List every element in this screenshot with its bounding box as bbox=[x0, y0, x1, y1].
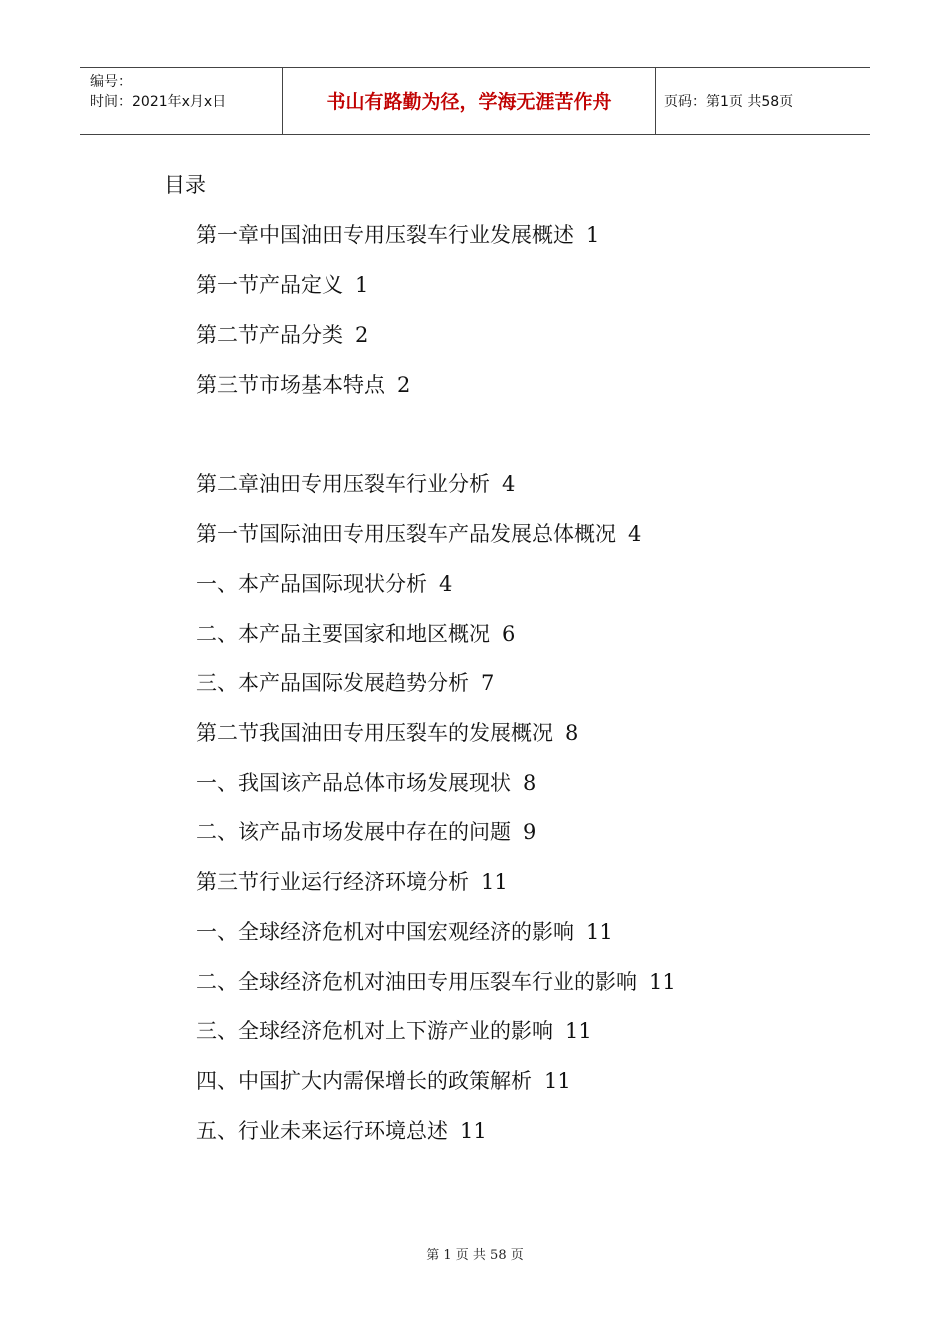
toc-entry[interactable] bbox=[196, 967, 676, 997]
toc-entry-page: 11 bbox=[481, 870, 508, 894]
page-header bbox=[80, 67, 870, 135]
toc-entry[interactable] bbox=[196, 1016, 592, 1046]
toc-entry-page: 2 bbox=[355, 323, 369, 347]
toc-entry[interactable] bbox=[196, 1116, 487, 1146]
toc-entry-page: 4 bbox=[439, 572, 453, 596]
toc-entry[interactable] bbox=[196, 817, 536, 847]
toc-entry-text: 第二章油田专用压裂车行业分析 bbox=[196, 472, 490, 496]
toc-entry[interactable] bbox=[196, 469, 515, 499]
toc-entry-text: 第二节产品分类 bbox=[196, 323, 343, 347]
toc-title: 目录 bbox=[164, 173, 206, 197]
toc-entry-page: 7 bbox=[481, 671, 495, 695]
toc-entry-text: 五、行业未来运行环境总述 bbox=[196, 1119, 448, 1143]
toc-entry[interactable] bbox=[196, 917, 613, 947]
header-motto: 书山有路勤为径，学海无涯苦作舟 bbox=[326, 91, 612, 113]
toc-entry[interactable] bbox=[196, 270, 368, 300]
toc-entry-page: 11 bbox=[544, 1069, 571, 1093]
toc-entry-text: 二、全球经济危机对油田专用压裂车行业的影响 bbox=[196, 970, 637, 994]
toc-entry-text: 第一章中国油田专用压裂车行业发展概述 bbox=[196, 223, 574, 247]
toc-entry[interactable] bbox=[196, 668, 494, 698]
header-date-label: 时间：2021年x月x日 bbox=[90, 94, 227, 110]
toc-entry-page: 6 bbox=[502, 622, 516, 646]
toc-entry-text: 二、本产品主要国家和地区概况 bbox=[196, 622, 490, 646]
toc-entry-text: 三、本产品国际发展趋势分析 bbox=[196, 671, 469, 695]
toc-entry[interactable] bbox=[196, 1066, 571, 1096]
toc-entry[interactable] bbox=[196, 320, 368, 350]
toc-entry-text: 二、该产品市场发展中存在的问题 bbox=[196, 820, 511, 844]
toc-entry-text: 一、我国该产品总体市场发展现状 bbox=[196, 771, 511, 795]
toc-entry-text: 三、全球经济危机对上下游产业的影响 bbox=[196, 1019, 553, 1043]
toc-entry-text: 第一节产品定义 bbox=[196, 273, 343, 297]
toc-entry-text: 一、本产品国际现状分析 bbox=[196, 572, 427, 596]
toc-entry-page: 8 bbox=[565, 721, 579, 745]
toc-entry[interactable] bbox=[196, 220, 599, 250]
page-footer: 第 1 页 共 58 页 bbox=[426, 1248, 524, 1263]
toc-entry-text: 四、中国扩大内需保增长的政策解析 bbox=[196, 1069, 532, 1093]
toc-entry-text: 一、全球经济危机对中国宏观经济的影响 bbox=[196, 920, 574, 944]
toc-entry[interactable] bbox=[196, 370, 410, 400]
toc-entry-page: 9 bbox=[523, 820, 537, 844]
toc-entry-text: 第三节行业运行经济环境分析 bbox=[196, 870, 469, 894]
toc-entry[interactable] bbox=[196, 867, 508, 897]
toc-entry-page: 11 bbox=[565, 1019, 592, 1043]
toc-entry-text: 第一节国际油田专用压裂车产品发展总体概况 bbox=[196, 522, 616, 546]
toc-entry-text: 第三节市场基本特点 bbox=[196, 373, 385, 397]
toc-entry-text: 第二节我国油田专用压裂车的发展概况 bbox=[196, 721, 553, 745]
toc-entry-page: 11 bbox=[460, 1119, 487, 1143]
header-meta bbox=[90, 72, 226, 112]
toc-entry[interactable] bbox=[196, 519, 641, 549]
toc-entry-page: 4 bbox=[502, 472, 516, 496]
toc-entry[interactable] bbox=[196, 619, 515, 649]
header-divider bbox=[655, 68, 656, 134]
header-number-label: 编号： bbox=[90, 74, 132, 90]
toc-entry-page: 8 bbox=[523, 771, 537, 795]
header-page-info: 页码：第1页 共58页 bbox=[664, 94, 794, 110]
toc-entry-page: 11 bbox=[586, 920, 613, 944]
toc-entry-page: 1 bbox=[586, 223, 600, 247]
toc-entry[interactable] bbox=[196, 569, 452, 599]
toc-entry-page: 2 bbox=[397, 373, 411, 397]
toc-entry-page: 1 bbox=[355, 273, 369, 297]
toc-entry-page: 4 bbox=[628, 522, 642, 546]
toc-entry[interactable] bbox=[196, 768, 536, 798]
toc-entry-page: 11 bbox=[649, 970, 676, 994]
toc-entry[interactable] bbox=[196, 718, 578, 748]
